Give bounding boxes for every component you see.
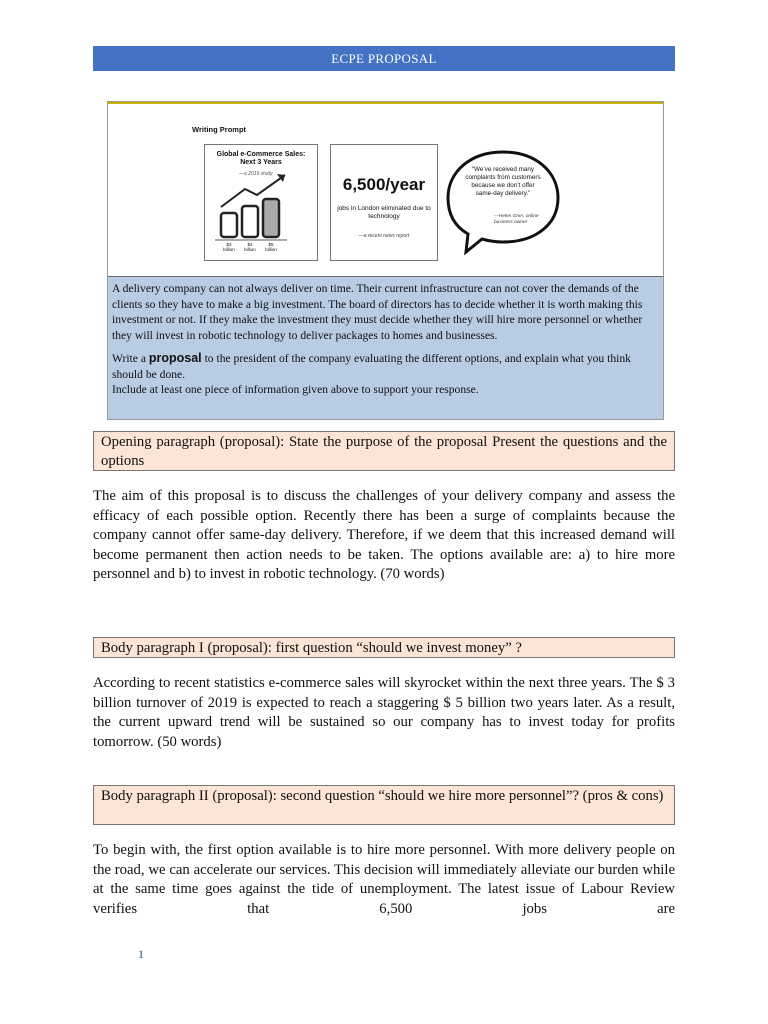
section-heading-body-2: Body paragraph II (proposal): second question “should we hire more personnel”? (pros & cons) — [93, 785, 675, 825]
prompt-graphics — [108, 102, 663, 277]
page-number: 1 — [138, 947, 144, 961]
tick-label: $5 billion — [265, 242, 277, 252]
quote-attribution: —Helen Grier, online business owner — [494, 214, 539, 225]
jobs-stat-value: 6,500/year — [342, 175, 426, 194]
paragraph-body-2: To begin with, the first option available is to hire more personnel. With more delivery people on the road, we can accelerate our services. This decision will immediately alleviate our burden while at the same time goes against the tide of unemployment. The latest issue of Labour Review verifies that 6,500 jobs are — [93, 842, 675, 917]
prompt-label: Writing Prompt — [192, 125, 247, 134]
section-heading-body-1: Body paragraph I (proposal): first question “should we invest money” ? — [93, 637, 675, 658]
tick-label: $4 billion — [244, 242, 256, 252]
quote-text: “We’ve received many complaints from customers because we don’t offer same-day delivery.” — [465, 166, 541, 197]
sales-chart-title: Global e-Commerce Sales: Next 3 Years — [216, 151, 306, 166]
paragraph-opening: The aim of this proposal is to discuss the challenges of your delivery company and assess the efficacy of each possible option. Recently there has been a surge of complaints because the company cannot offer same-day delivery. Therefore, if we deem that this increased demand will become permanent then action needs to be taken. The options available are: a) to hire more personnel and b) to invest in robotic technology. (70 words) — [93, 488, 675, 582]
speech-bubble-icon — [444, 148, 562, 258]
section-heading-opening: Opening paragraph (proposal): State the purpose of the proposal Present the questions and the options — [93, 431, 675, 471]
prompt-text-box — [108, 276, 663, 419]
paragraph-body-1: According to recent statistics e-commerce sales will skyrocket within the next three years. The $ 3 billion turnover of 2019 is expected to reach a staggering $ 5 billion two years later. As a result, the current upward trend will be sustained so our company has to invest today for profits tomorrow. (50 words) — [93, 675, 675, 750]
quote-bubble — [444, 148, 562, 248]
sales-chart-source: —a 2019 study — [239, 171, 273, 177]
prompt-instruction — [112, 351, 659, 382]
prompt-body: A delivery company can not always deliver on time. Their current infrastructure can not cover the demands of the clients so they have to make a big investment. The board of directors has to decide whether it is worth making this investment or not. If they make the investment they must decide whether they will hire more personnel or whether they will invest in robotic technology to deliver packages to homes and businesses. — [112, 282, 643, 342]
document-title: ECPE PROPOSAL — [93, 46, 675, 71]
jobs-stat-card — [330, 144, 438, 261]
tick-label: $3 billion — [223, 242, 235, 252]
jobs-stat-description: jobs in London eliminated due to technology — [337, 205, 431, 220]
instruction-post: to the president of the company evaluating the different options, and explain what you think should be done. — [112, 352, 631, 381]
instruction-pre: Write a — [112, 352, 149, 365]
jobs-stat-source: —a recent news report — [358, 233, 410, 239]
instruction-bold: proposal — [148, 351, 202, 365]
writing-prompt-image — [107, 101, 664, 420]
prompt-instruction-2: Include at least one piece of information given above to support your response. — [112, 383, 479, 396]
sales-chart-card — [204, 144, 318, 261]
